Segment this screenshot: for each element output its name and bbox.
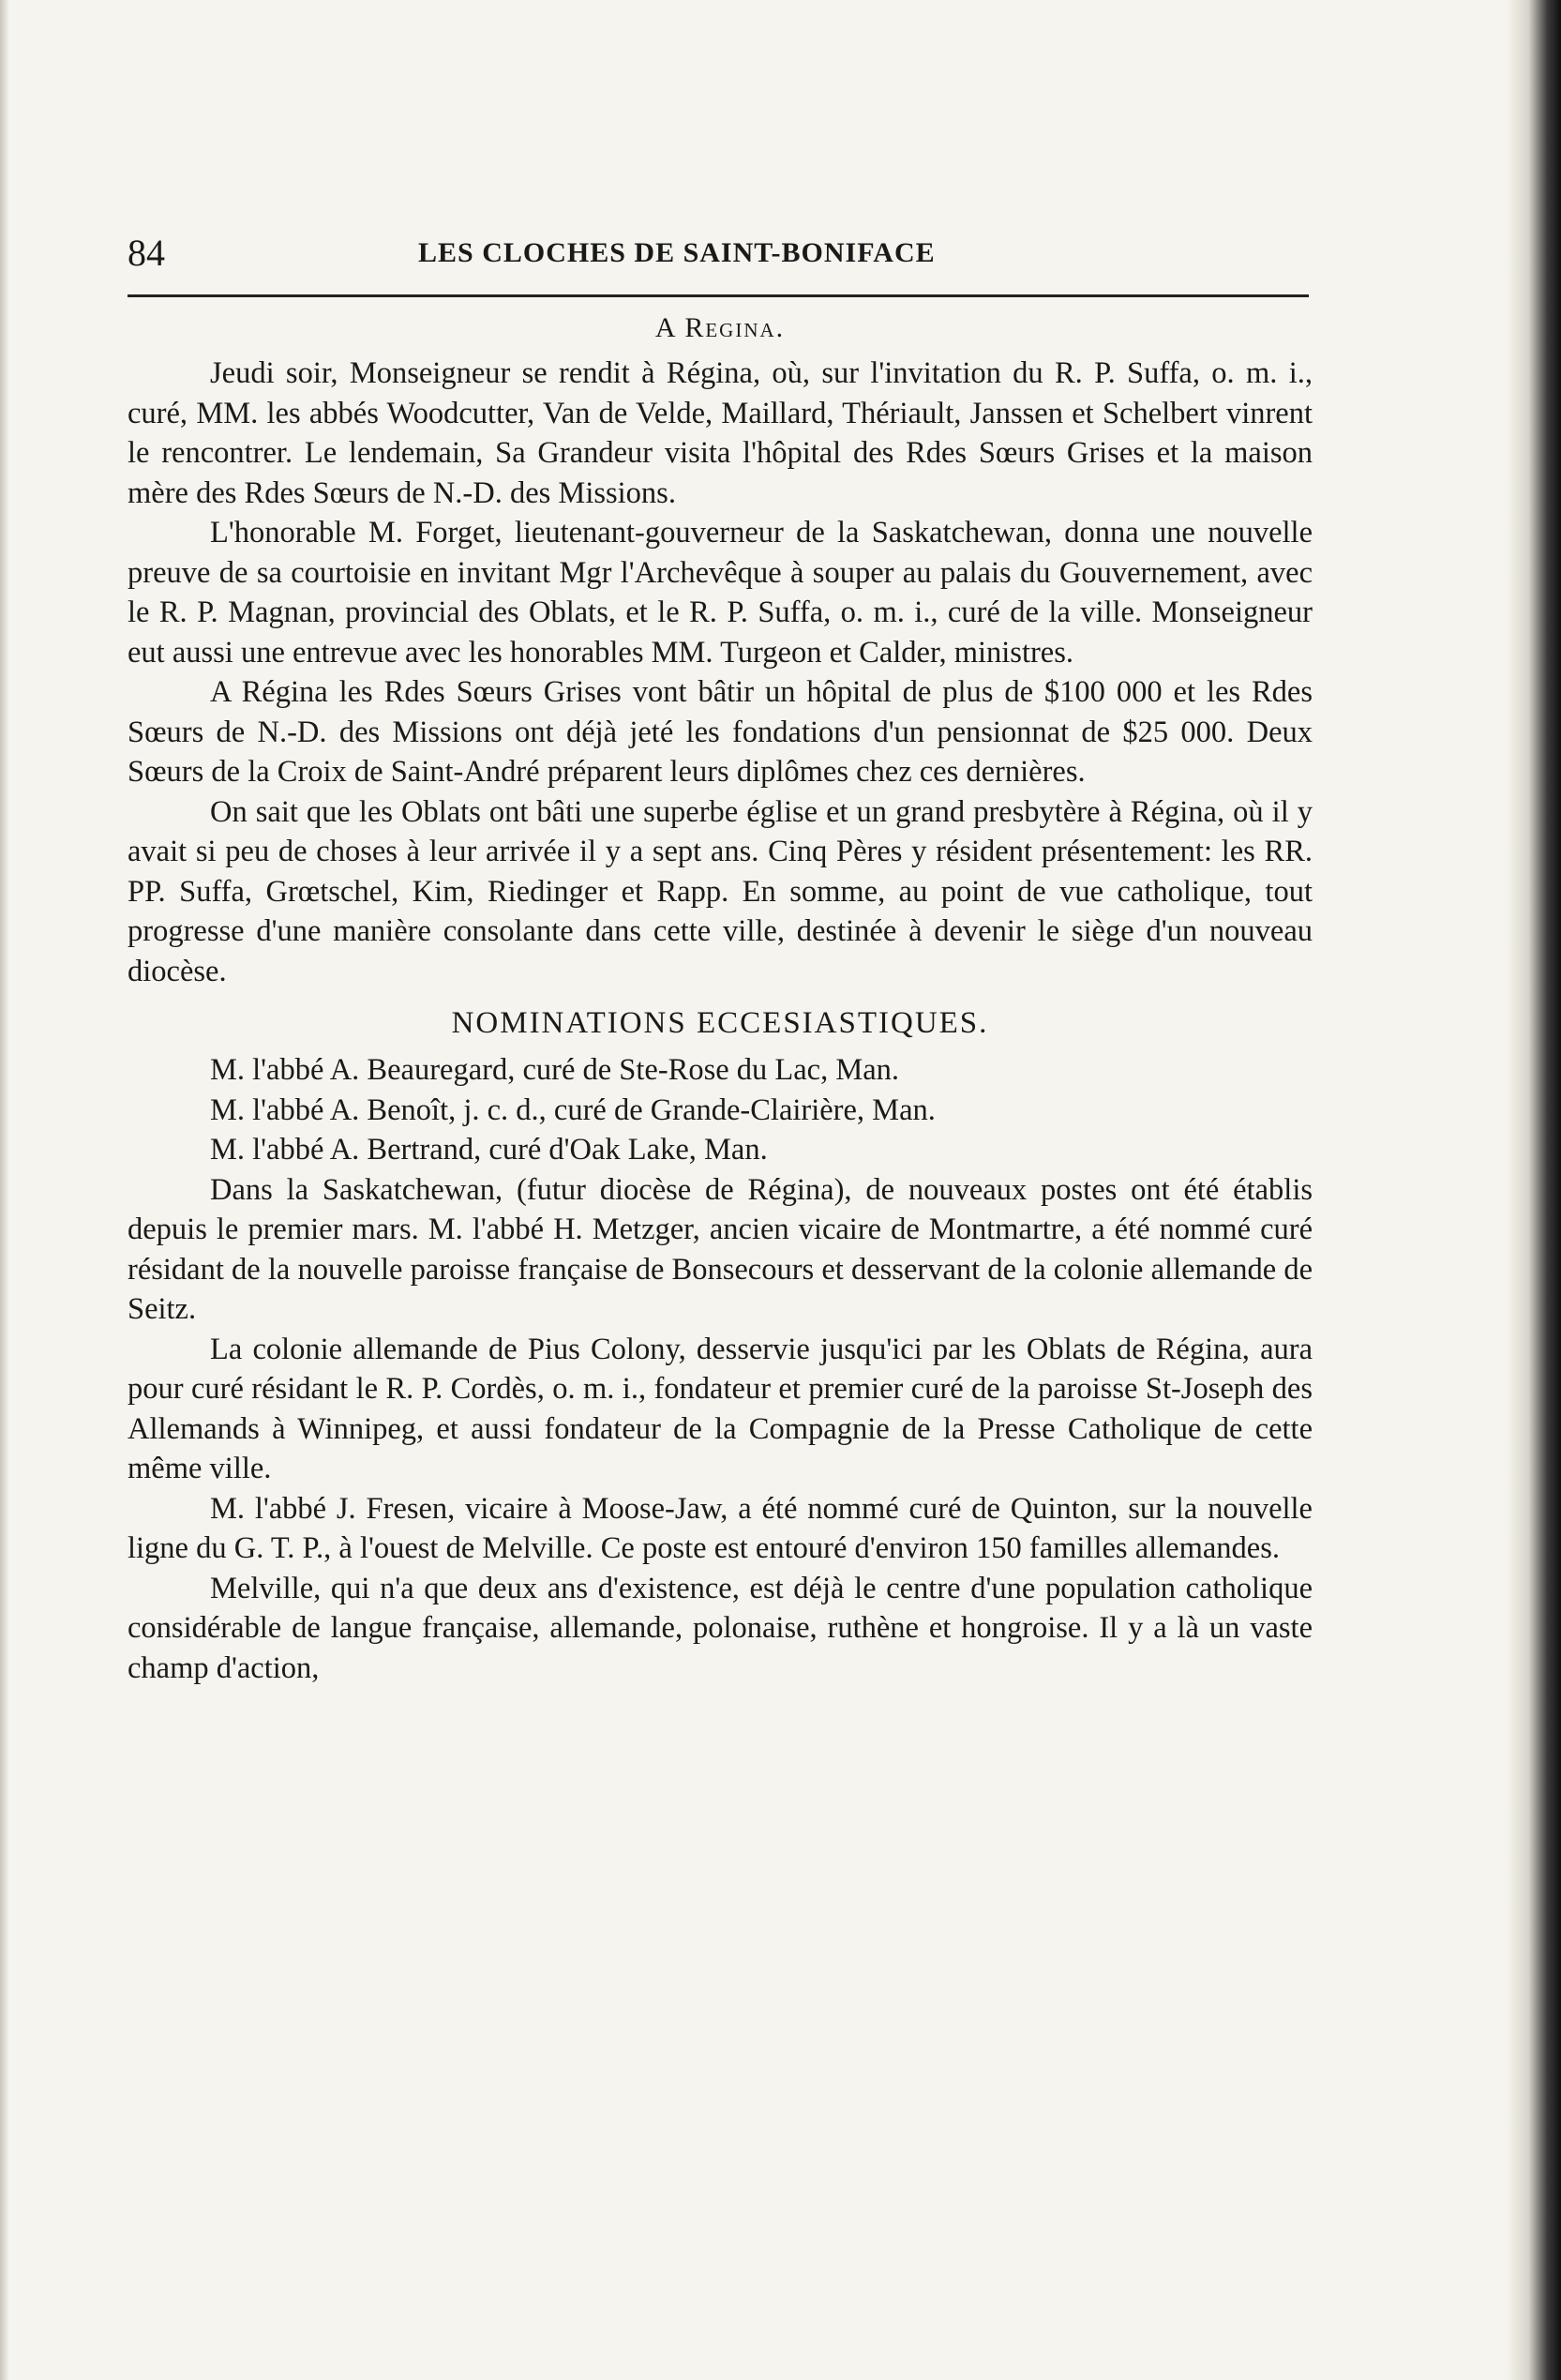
paragraph: M. l'abbé J. Fresen, vicaire à Moose-Jaw, a été nommé curé de Quinton, sur la nouvelle ligne du G. T. P., à l'ouest de Melville. Ce poste est entouré d'environ 150 familles allemandes. xyxy=(128,1491,1313,1565)
paragraph: L'honorable M. Forget, lieutenant-gouverneur de la Saskatchewan, donna une nouvelle preuve de sa courtoisie en invitant Mgr l'Archevêque à souper au palais du Gouvernement, avec le R. P. Magnan, provincial des Oblats, et le R. P. Suffa, o. m. i., curé de la ville. Monseigneur eut aussi une entrevue avec les honorables MM. Turgeon et Calder, ministres. xyxy=(128,516,1313,670)
nomination-line: M. l'abbé A. Benoît, j. c. d., curé de Grande-Clairière, Man. xyxy=(210,1092,936,1127)
paragraph: Melville, qui n'a que deux ans d'existence, est déjà le centre d'une population catholique considérable de langue française, allemande, polonaise, ruthène et hongroise. Il y a là un vaste champ d'action, xyxy=(128,1571,1313,1685)
paragraph: Jeudi soir, Monseigneur se rendit à Régina, où, sur l'invitation du R. P. Suffa, o. m. i., curé, MM. les abbés Woodcutter, Van de Velde, Maillard, Thériault, Janssen et Schelbert vinrent le rencontrer. Le lendemain, Sa Grandeur visita l'hôpital des Rdes Sœurs Grises et la maison mère des Rdes Sœurs de N.-D. des Missions. xyxy=(128,356,1313,510)
page-number: 84 xyxy=(128,232,165,274)
paragraph: La colonie allemande de Pius Colony, desservie jusqu'ici par les Oblats de Régina, aura pour curé résidant le R. P. Cordès, o. m. i., fondateur et premier curé de la paroisse St-Joseph des Allemands à Winnipeg, et aussi fondateur de la Compagnie de la Presse Catholique de cette même ville. xyxy=(128,1332,1313,1485)
section-heading-regina: A Regina. xyxy=(654,312,786,343)
book-binding-edge xyxy=(1507,0,1561,2380)
paragraph: A Régina les Rdes Sœurs Grises vont bâtir un hôpital de plus de $100 000 et les Rdes Sœurs de N.-D. des Missions ont déjà jeté les fondations d'un pensionnat de $25 000. Deux Sœurs de la Croix de Saint-André préparent leurs diplômes chez ces dernières. xyxy=(128,675,1313,789)
section-heading-nominations: NOMINATIONS ECCESIASTIQUES. xyxy=(451,1006,989,1040)
paragraph: On sait que les Oblats ont bâti une superbe église et un grand presbytère à Régina, où il y avait si peu de choses à leur arrivée il y a sept ans. Cinq Pères y résident présentement: les RR. PP. Suffa, Grœtschel, Kim, Riedinger et Rapp. En somme, au point de vue catholique, tout progresse d'une manière consolante dans cette ville, destinée à devenir le siège d'un nouveau diocèse. xyxy=(128,794,1313,988)
running-title: LES CLOCHES DE SAINT-BONIFACE xyxy=(418,237,936,268)
page-gutter-shadow-left xyxy=(0,0,9,2380)
book-page xyxy=(128,225,1313,1688)
header-rule xyxy=(128,294,1309,297)
nomination-line: M. l'abbé A. Beauregard, curé de Ste-Rose du Lac, Man. xyxy=(210,1053,900,1087)
running-head xyxy=(128,225,1313,281)
nomination-line: M. l'abbé A. Bertrand, curé d'Oak Lake, Man. xyxy=(210,1133,768,1167)
paragraph: Dans la Saskatchewan, (futur diocèse de Régina), de nouveaux postes ont été établis depuis le premier mars. M. l'abbé H. Metzger, ancien vicaire de Montmartre, a été nommé curé résidant de la nouvelle paroisse française de Bonsecours et desservant de la colonie allemande de Seitz. xyxy=(128,1172,1313,1326)
